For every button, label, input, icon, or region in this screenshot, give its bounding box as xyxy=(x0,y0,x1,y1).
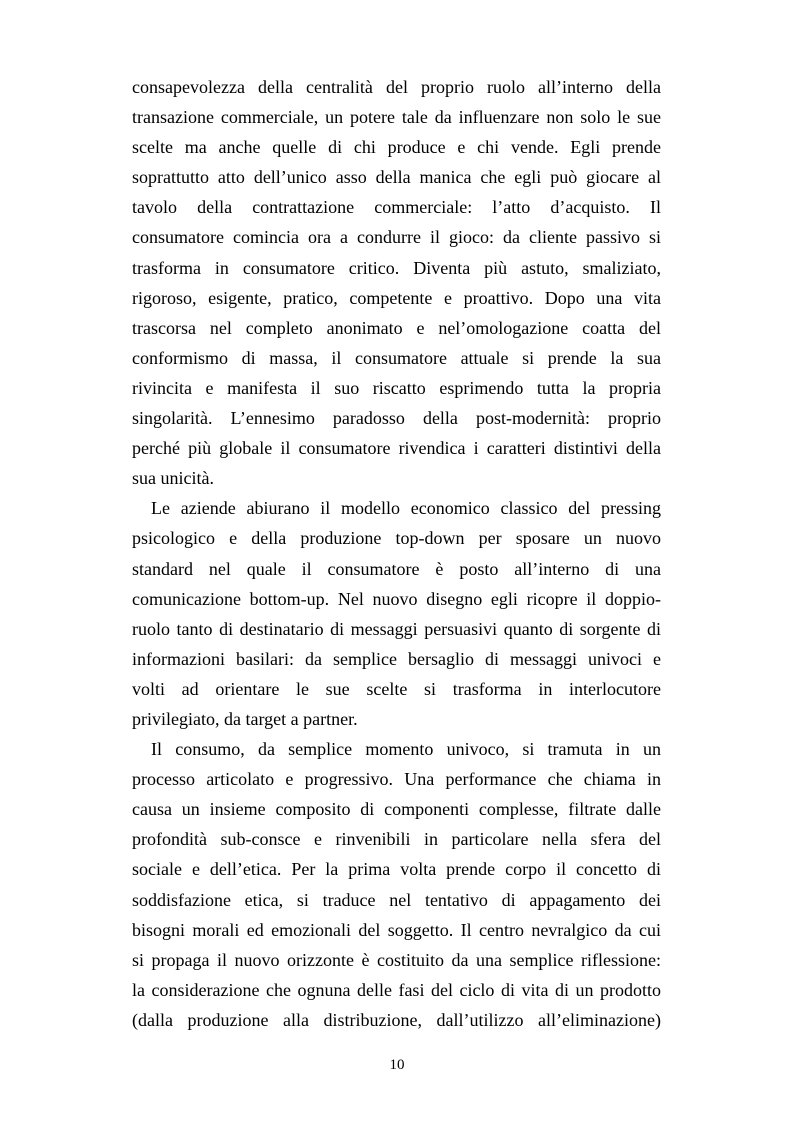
text-line: sua unicità. xyxy=(132,468,214,489)
body-text xyxy=(132,72,661,1035)
text-line: informazioni basilari: da semplice bersaglio di messaggi univoci e xyxy=(132,648,661,669)
text-line: transazione commerciale, un potere tale da influenzare non solo le sue xyxy=(132,107,661,128)
text-line: bisogni morali ed emozionali del soggetto. Il centro nevralgico da cui xyxy=(132,919,661,940)
paragraph-first-line: Il consumo, da semplice momento univoco, si tramuta in un xyxy=(151,739,661,760)
text-line: volti ad orientare le sue scelte si trasforma in interlocutore xyxy=(132,678,661,699)
text-line: ruolo tanto di destinatario di messaggi persuasivi quanto di sorgente di xyxy=(132,618,661,639)
text-line: trasforma in consumatore critico. Diventa più astuto, smaliziato, xyxy=(132,257,661,278)
text-line: la considerazione che ognuna delle fasi del ciclo di vita di un prodotto xyxy=(132,979,661,1000)
text-line: soddisfazione etica, si traduce nel tentativo di appagamento dei xyxy=(132,889,661,910)
text-line: sociale e dell’etica. Per la prima volta prende corpo il concetto di xyxy=(132,859,661,880)
page-number: 10 xyxy=(389,1057,405,1073)
text-line: consumatore comincia ora a condurre il gioco: da cliente passivo si xyxy=(132,227,661,248)
text-line: (dalla produzione alla distribuzione, dall’utilizzo all’eliminazione) xyxy=(132,1009,661,1030)
text-line: consapevolezza della centralità del proprio ruolo all’interno della xyxy=(132,77,661,97)
text-line: si propaga il nuovo orizzonte è costituito da una semplice riflessione: xyxy=(132,949,661,970)
text-line: scelte ma anche quelle di chi produce e chi vende. Egli prende xyxy=(132,137,661,158)
text-line: tavolo della contrattazione commerciale: l’atto d’acquisto. Il xyxy=(132,197,661,218)
text-line: psicologico e della produzione top-down per sposare un nuovo xyxy=(132,528,661,549)
text-line: rivincita e manifesta il suo riscatto esprimendo tutta la propria xyxy=(132,377,661,398)
text-line: conformismo di massa, il consumatore attuale si prende la sua xyxy=(132,347,661,368)
text-line: singolarità. L’ennesimo paradosso della post-modernità: proprio xyxy=(132,408,661,429)
text-line: processo articolato e progressivo. Una performance che chiama in xyxy=(132,769,661,790)
text-line: perché più globale il consumatore rivendica i caratteri distintivi della xyxy=(132,438,661,459)
text-line: trascorsa nel completo anonimato e nel’omologazione coatta del xyxy=(132,317,661,338)
text-line: standard nel quale il consumatore è posto all’interno di una xyxy=(132,558,661,579)
text-line: privilegiato, da target a partner. xyxy=(132,708,358,729)
text-line: causa un insieme composito di componenti complesse, filtrate dalle xyxy=(132,799,661,820)
text-line: rigoroso, esigente, pratico, competente e proattivo. Dopo una vita xyxy=(132,287,661,308)
text-line: soprattutto atto dell’unico asso della manica che egli può giocare al xyxy=(132,167,661,188)
text-line: comunicazione bottom-up. Nel nuovo disegno egli ricopre il doppio- xyxy=(132,588,661,609)
text-line: profondità sub-consce e rinvenibili in particolare nella sfera del xyxy=(132,829,661,850)
paragraph-first-line: Le aziende abiurano il modello economico classico del pressing xyxy=(151,498,661,519)
